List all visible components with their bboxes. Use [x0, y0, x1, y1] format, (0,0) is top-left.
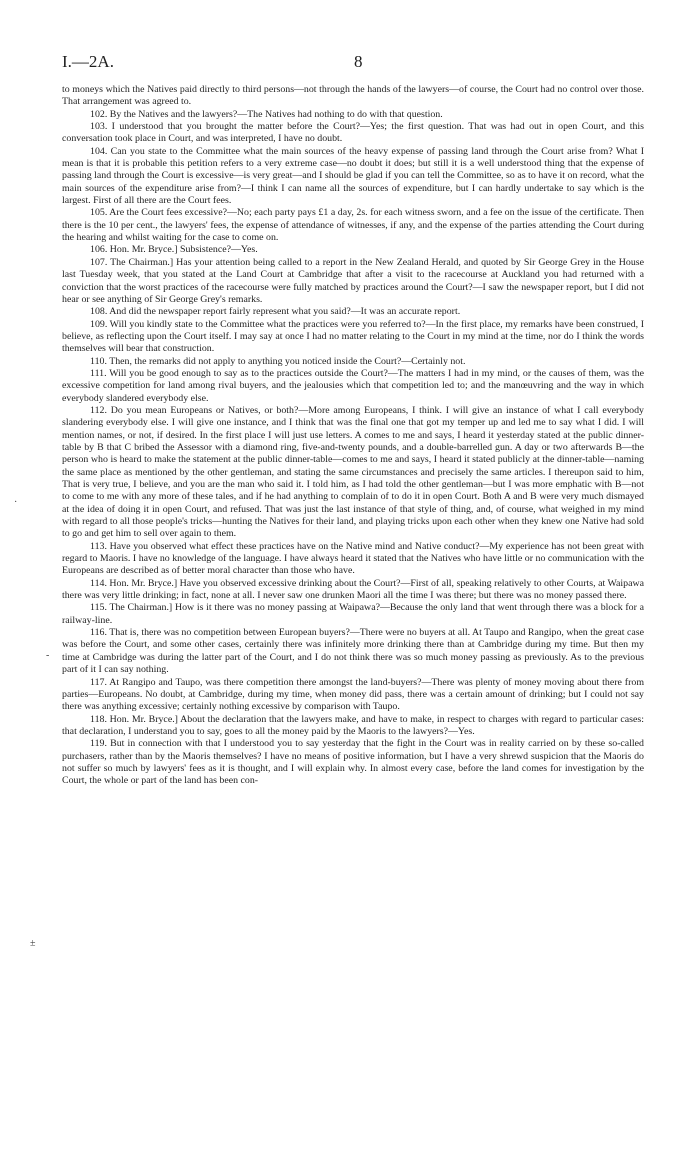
paragraph: 107. The Chairman.] Has your attention being called to a report in the New Zealand Herald, and quoted by Sir George Grey in the House last Tuesday week, that you stated at the Land Court at Cambridge that after a visit to the racecourse at Auckland you had returned with a conviction that the worst practices of the racecourse were fully matched by practices around the Court?—I saw the newspaper report, but I did not hear or see anything of Sir George Grey's remarks.	[62, 256, 644, 305]
paragraph: 116. That is, there was no competition between European buyers?—There were no buyers at all. At Taupo and Rangipo, when the great case was before the Court, and some other cases, certainly there was infinitely more drinking there than at Cambridge during my time. But then my time at Cambridge was during the latter part of the Court, and I do not think there was so much money passing as previously. As to the previous part of it I can say nothing.	[62, 627, 644, 676]
paragraph: to moneys which the Natives paid directly to third persons—not through the hands of the lawyers—of course, the Court had no control over those. That arrangement was agreed to.	[62, 84, 644, 108]
paragraph: 114. Hon. Mr. Bryce.] Have you observed excessive drinking about the Court?—First of all, speaking relatively to other Courts, at Waipawa there was very little drinking; in fact, none at all. I never saw one drunken Maori all the time I was there; but there was no money passed there.	[62, 577, 644, 602]
paragraph: 104. Can you state to the Committee what the main sources of the heavy expense of passing land through the Court arise from? What I mean is that it is probable this petition refers to a very extreme case—no doubt it does; but still it is a well understood thing that the expense of passing land through the Court is excessive—is very great—and I should be glad if you can tell the Committee, so as to have it on record, what the main sources of the expenditure arise from?—I think I can name all the sources of expenditure, but I can hardly undertake to say which is the largest. First of all there are the Court fees.	[62, 145, 644, 207]
margin-mark: ±	[30, 938, 36, 949]
paragraph: 110. Then, the remarks did not apply to anything you noticed inside the Court?—Certainly not.	[90, 355, 466, 367]
paragraph: 117. At Rangipo and Taupo, was there competition there amongst the land-buyers?—There was plenty of money moving about there from parties—Europeans. No doubt, at Cambridge, during my time, when money did pass, there was a certain amount of drinking; but I could not say there was anything excessive; certainly nothing excessive by comparison with Taupo.	[62, 676, 644, 713]
paragraph: 105. Are the Court fees excessive?—No; each party pays £1 a day, 2s. for each witness sworn, and a fee on the issue of the certificate. Then there is the 10 per cent., the lawyers' fees, the expense of attendance of witnesses, if any, and the expense of the parties attending the Court during the hearing and whilst waiting for the case to come on.	[62, 207, 644, 244]
margin-mark: -	[46, 650, 50, 661]
document-reference: I.—2A.	[62, 52, 114, 71]
paragraph: 118. Hon. Mr. Bryce.] About the declaration that the lawyers make, and have to make, in respect to charges with regard to particular cases: that declaration, I understand you to say, goes to all the money paid by the Maoris to the lawyers?—Yes.	[62, 713, 644, 737]
paragraph: 103. I understood that you brought the matter before the Court?—Yes; the first question. That was had out in open Court, and this conversation took place in Court, and was interpreted, I have no doubt.	[62, 121, 644, 145]
paragraph: 115. The Chairman.] How is it there was no money passing at Waipawa?—Because the only land that went through there was a block for a railway-line.	[62, 602, 644, 626]
paragraph: 106. Hon. Mr. Bryce.] Subsistence?—Yes.	[90, 244, 258, 256]
body-text	[62, 84, 644, 788]
paragraph: 109. Will you kindly state to the Committee what the practices were you referred to?—In the first place, my remarks have been construed, I believe, as reflecting upon the Court itself. I may say at once I had no matter relating to the Court in my mind at the time, nor do I think the words themselves will bear that construction.	[62, 318, 644, 355]
margin-mark: ·	[14, 497, 18, 508]
paragraph: 112. Do you mean Europeans or Natives, or both?—More among Europeans, I think. I will give an instance of what I call everybody slandering everybody else. I will give one instance, and I think that was the final one that got my temper up and led me to say what I did. I will mention names, or not, if desired. In the first place I will just use letters. A comes to me and says, I heard it yesterday stated at the public dinner-table by B that C bribed the Assessor with a diamond ring, five-and-twenty pounds, and a double-barrelled gun. A day or two afterwards B—the person who is heard to make the statement at the public dinner-table—comes to me and says, I heard it stated publicly at the dinner-table—naming the same place as mentioned by the other gentleman, and stating the same circumstances and precisely the same articles. I thereupon said to him, That is very true, I believe, and you are the man who said it. I told him, as I had told the other gentleman—but I was more emphatic with B—not to come to me with any more of these tales, and if he had anything to complain of to do it in open Court. Both A and B were very much dismayed at the idea of doing it in open Court, and refused. That was just the last instance of that style of thing, and, of course, what weighed in my mind with regard to all those people's tricks—hunting the Natives for their land, and playing tricks upon each other when they knew one Native had sold to go and get him to sell over again to them.	[62, 404, 644, 540]
page-header	[62, 52, 638, 72]
paragraph: 111. Will you be good enough to say as to the practices outside the Court?—The matters I had in my mind, or the causes of them, was the excessive competition for land among rival buyers, and the jealousies which that competition led to; and the manœuvring and the way in which everybody slandered everybody else.	[62, 367, 644, 404]
paragraph: 119. But in connection with that I understood you to say yesterday that the fight in the Court was in reality carried on by these so-called purchasers, rather than by the Maoris themselves? I have no means of positive information, but I have a very shrewd suspicion that the Maoris do not suffer so much by lawyers' fees as it is thought, and I will explain why. In almost every case, before the land comes for investigation by the Court, the whole or part of the land has been con-	[62, 738, 644, 787]
page-number: 8	[354, 52, 363, 71]
paragraph: 108. And did the newspaper report fairly represent what you said?—It was an accurate report.	[90, 306, 461, 318]
paragraph: 102. By the Natives and the lawyers?—The Natives had nothing to do with that question.	[90, 108, 443, 120]
paragraph: 113. Have you observed what effect these practices have on the Native mind and Native conduct?—My experience has not been great with regard to Maoris. I have no knowledge of the language. I have always heard it stated that the Natives who have little or no communication with the Europeans are described as of better moral character than those who have.	[62, 540, 644, 577]
